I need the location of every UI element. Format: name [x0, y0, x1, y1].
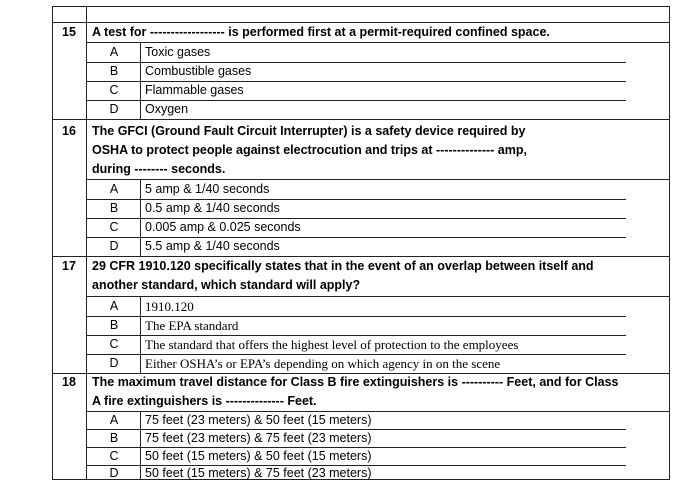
option-text: 50 feet (15 meters) & 75 feet (23 meters)	[145, 466, 372, 480]
question-text: The GFCI (Ground Fault Circuit Interrupter) is a safety device required by	[92, 124, 526, 138]
question-text: The maximum travel distance for Class B fire extinguishers is ---------- Feet, and for Class	[92, 375, 619, 389]
option-letter: D	[109, 239, 119, 253]
option-text: Oxygen	[145, 102, 189, 116]
question-text: 29 CFR 1910.120 specifically states that in the event of an overlap between itself and	[92, 259, 594, 273]
option-text: Combustible gases	[145, 64, 252, 78]
question-number: 16	[62, 124, 76, 138]
option-letter: A	[109, 413, 119, 427]
option-letter: B	[109, 318, 119, 332]
option-letter: C	[109, 220, 119, 234]
option-letter: D	[109, 102, 119, 116]
option-text: 50 feet (15 meters) & 50 feet (15 meters)	[145, 449, 372, 463]
option-text: The EPA standard	[145, 318, 239, 333]
question-text: another standard, which standard will apply?	[92, 278, 361, 292]
option-letter: C	[109, 449, 119, 463]
option-letter: A	[109, 45, 119, 59]
option-letter: A	[109, 182, 119, 196]
table-border-top	[52, 6, 670, 7]
option-letter: C	[109, 83, 119, 97]
question-number: 17	[62, 259, 76, 273]
table-border-right	[669, 6, 670, 480]
option-text: 5 amp & 1/40 seconds	[145, 182, 270, 196]
option-letter: D	[109, 356, 119, 370]
option-letter: B	[109, 64, 119, 78]
letter-column-divider	[140, 411, 141, 480]
number-column-divider	[86, 6, 87, 480]
question-text: during -------- seconds.	[92, 162, 226, 176]
option-text: 0.005 amp & 0.025 seconds	[145, 220, 301, 234]
option-letter: B	[109, 431, 119, 445]
option-text: 75 feet (23 meters) & 50 feet (15 meters)	[145, 413, 372, 427]
question-text: A fire extinguishers is -------------- Feet.	[92, 394, 317, 408]
option-text: Flammable gases	[145, 83, 244, 97]
option-text: 1910.120	[145, 299, 194, 314]
question-text: OSHA to protect people against electrocution and trips at -------------- amp,	[92, 143, 527, 157]
table-border-left	[52, 6, 53, 480]
option-text: Either OSHA’s or EPA’s depending on which agency in on the scene	[145, 356, 501, 371]
option-text: 0.5 amp & 1/40 seconds	[145, 201, 280, 215]
question-number: 18	[62, 375, 76, 389]
question-divider	[52, 119, 670, 120]
option-text: Toxic gases	[145, 45, 211, 59]
option-text: The standard that offers the highest level of protection to the employees	[145, 337, 519, 352]
option-letter: A	[109, 299, 119, 313]
question-table	[52, 6, 670, 480]
option-text: 5.5 amp & 1/40 seconds	[145, 239, 280, 253]
option-letter: C	[109, 337, 119, 351]
option-text: 75 feet (23 meters) & 75 feet (23 meters)	[145, 431, 372, 445]
question-number: 15	[62, 25, 76, 39]
option-letter: D	[109, 466, 119, 480]
option-letter: B	[109, 201, 119, 215]
question-text: A test for ------------------ is performed first at a permit-required confined space.	[92, 25, 550, 39]
